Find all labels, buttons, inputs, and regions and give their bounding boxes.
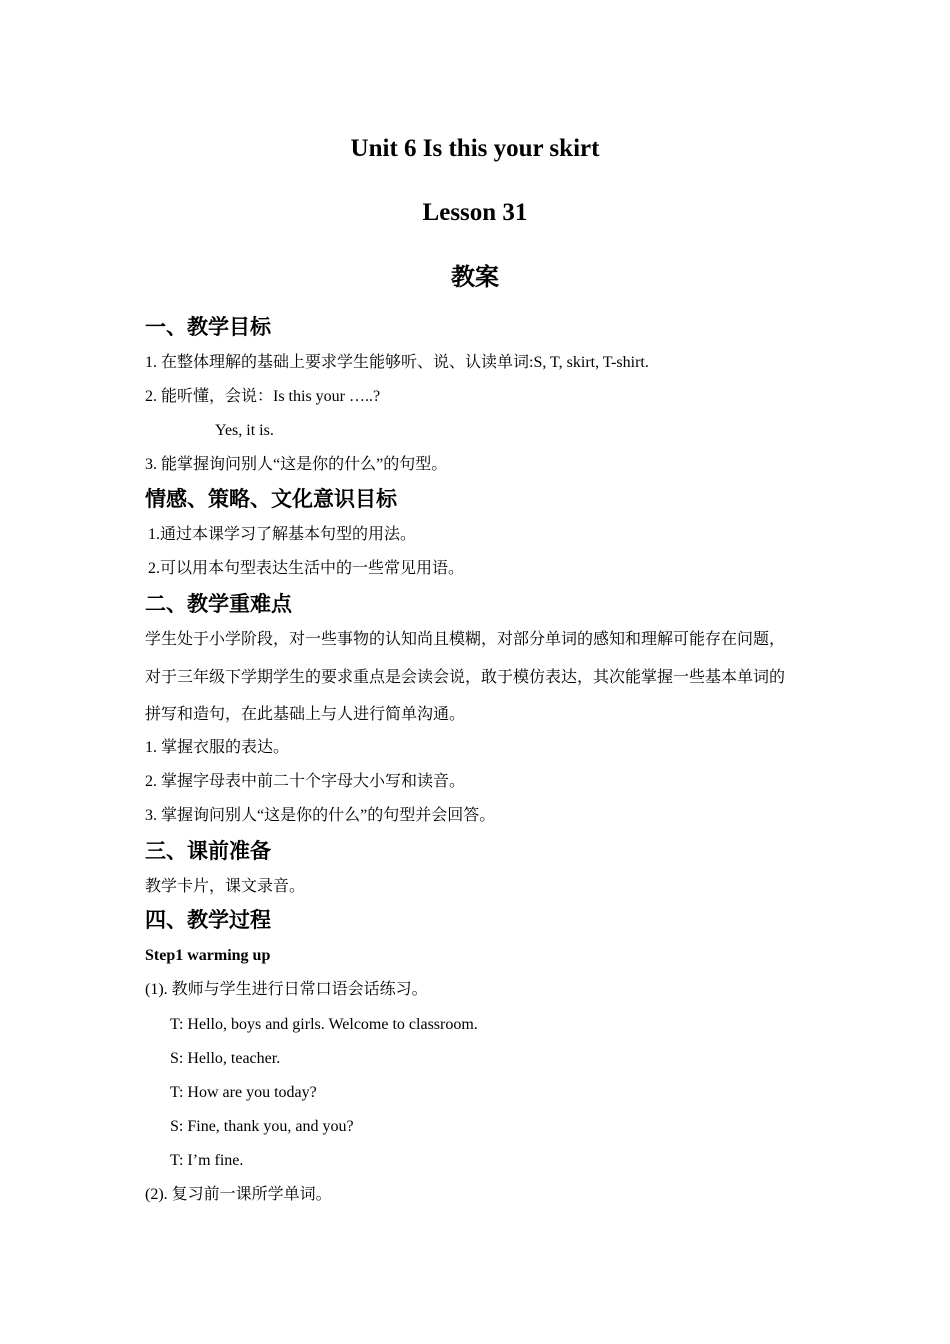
lesson-title: Lesson 31	[422, 199, 528, 226]
process-subitem: (2). 复习前一课所学单词。	[145, 1186, 332, 1203]
key-points-paragraph-line: 对于三年级下学期学生的要求重点是会读会说，敢于模仿表达，其次能掌握一些基本单词的	[145, 669, 786, 686]
objective-item: 1. 在整体理解的基础上要求学生能够听、说、认读单词:S, T, skirt, T-shirt.	[145, 354, 649, 371]
lesson-plan-title: 教案	[451, 263, 499, 291]
section-heading-affect: 情感、策略、文化意识目标	[145, 487, 397, 511]
key-points-paragraph-line: 学生处于小学阶段，对一些事物的认知尚且模糊，对部分单词的感知和理解可能存在问题，	[145, 631, 786, 648]
dialogue-line: S: Hello, teacher.	[170, 1050, 281, 1067]
key-point-item: 3. 掌握询问别人“这是你的什么”的句型并会回答。	[145, 807, 496, 824]
section-heading-objectives: 一、教学目标	[145, 315, 271, 339]
section-heading-preparation: 三、课前准备	[145, 839, 271, 863]
document-title: Unit 6 Is this your skirt	[350, 135, 600, 162]
affect-item: 1.通过本课学习了解基本句型的用法。	[148, 526, 417, 543]
affect-item: 2.可以用本句型表达生活中的一些常见用语。	[148, 560, 465, 577]
process-subitem: (1). 教师与学生进行日常口语会话练习。	[145, 981, 428, 998]
key-point-item: 1. 掌握衣服的表达。	[145, 739, 290, 756]
key-point-item: 2. 掌握字母表中前二十个字母大小写和读音。	[145, 773, 466, 790]
dialogue-line: T: I’m fine.	[170, 1152, 244, 1169]
objective-item: 2. 能听懂，会说：Is this your …..?	[145, 388, 381, 405]
objective-item: 3. 能掌握询问别人“这是你的什么”的句型。	[145, 456, 448, 473]
section-heading-process: 四、教学过程	[145, 908, 271, 932]
section-heading-key-points: 二、教学重难点	[145, 592, 292, 616]
key-points-paragraph-line: 拼写和造句，在此基础上与人进行简单沟通。	[145, 706, 466, 723]
step-heading: Step1 warming up	[145, 947, 271, 964]
dialogue-line: T: How are you today?	[170, 1084, 317, 1101]
preparation-text: 教学卡片，课文录音。	[145, 878, 306, 895]
dialogue-line: T: Hello, boys and girls. Welcome to classroom.	[170, 1016, 478, 1033]
dialogue-line: S: Fine, thank you, and you?	[170, 1118, 354, 1135]
objective-item: Yes, it is.	[215, 422, 274, 439]
